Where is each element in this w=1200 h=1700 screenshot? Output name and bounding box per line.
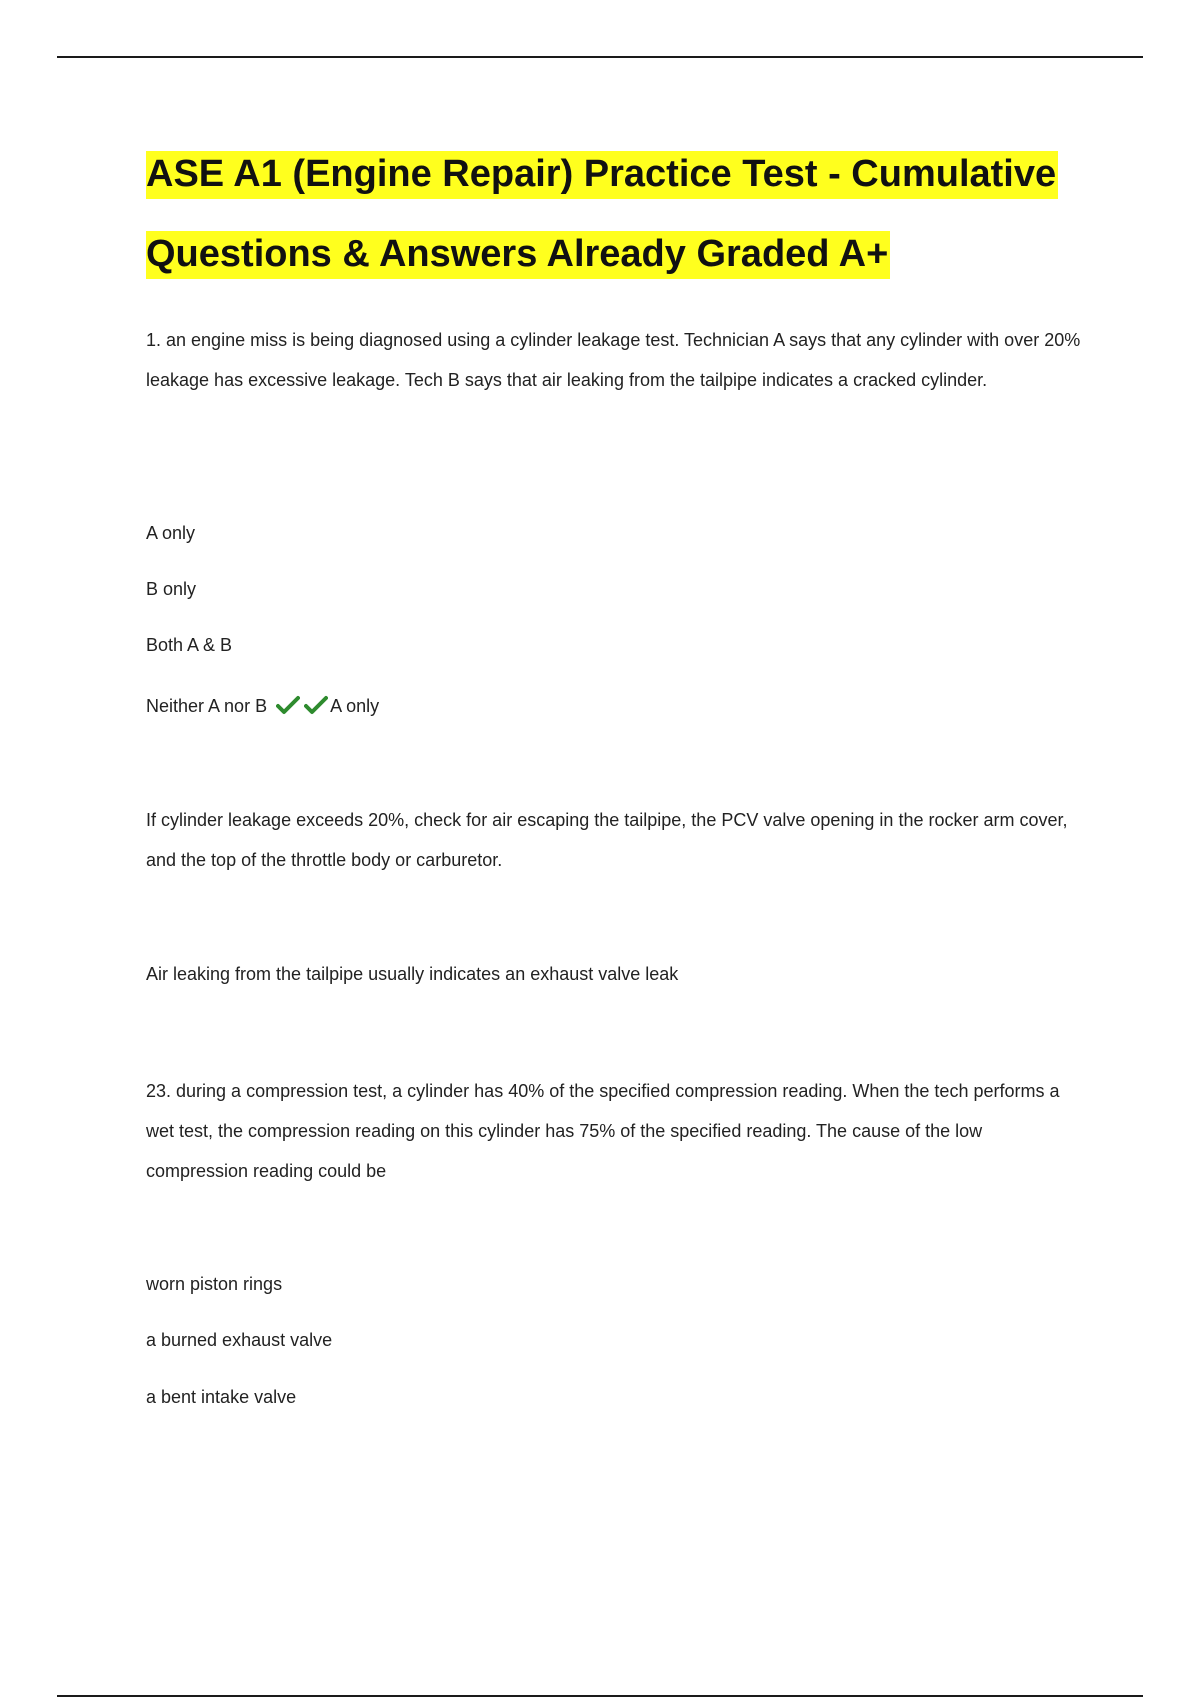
question-1-answer: A only (330, 696, 380, 716)
question-23-option-b: a burned exhaust valve (146, 1330, 333, 1350)
document-title-line-1: ASE A1 (Engine Repair) Practice Test - Cumulative (146, 148, 1058, 200)
question-1-option-c: Both A & B (146, 635, 233, 655)
bottom-rule (57, 1695, 1143, 1697)
question-23-option-c: a bent intake valve (146, 1387, 297, 1407)
question-23-text: 23. during a compression test, a cylinder has 40% of the specified compression reading. When the tech performs a wet test, the compression reading on this cylinder has 75% of the specified reading. The cause of the low compression reading could be (146, 1081, 1060, 1181)
question-1-explanation-2: Air leaking from the tailpipe usually indicates an exhaust valve leak (146, 964, 679, 984)
question-1-text: 1. an engine miss is being diagnosed using a cylinder leakage test. Technician A says that any cylinder with over 20% leakage has excessive leakage. Tech B says that air leaking from the tailpipe indicates a cracked cylinder. (146, 330, 1081, 390)
question-1-option-a: A only (146, 523, 196, 543)
question-1-option-d: Neither A nor B (146, 696, 268, 716)
question-1-option-b: B only (146, 579, 197, 599)
checkmark-icon (276, 695, 300, 715)
top-rule (57, 56, 1143, 58)
question-23-option-a: worn piston rings (146, 1274, 283, 1294)
question-1-option-d-with-answer (146, 694, 379, 718)
question-1-explanation-1: If cylinder leakage exceeds 20%, check for air escaping the tailpipe, the PCV valve opening in the rocker arm cover, and the top of the throttle body or carburetor. (146, 810, 1068, 870)
checkmark-icon (304, 695, 328, 715)
document-title-line-2: Questions & Answers Already Graded A+ (146, 228, 890, 280)
